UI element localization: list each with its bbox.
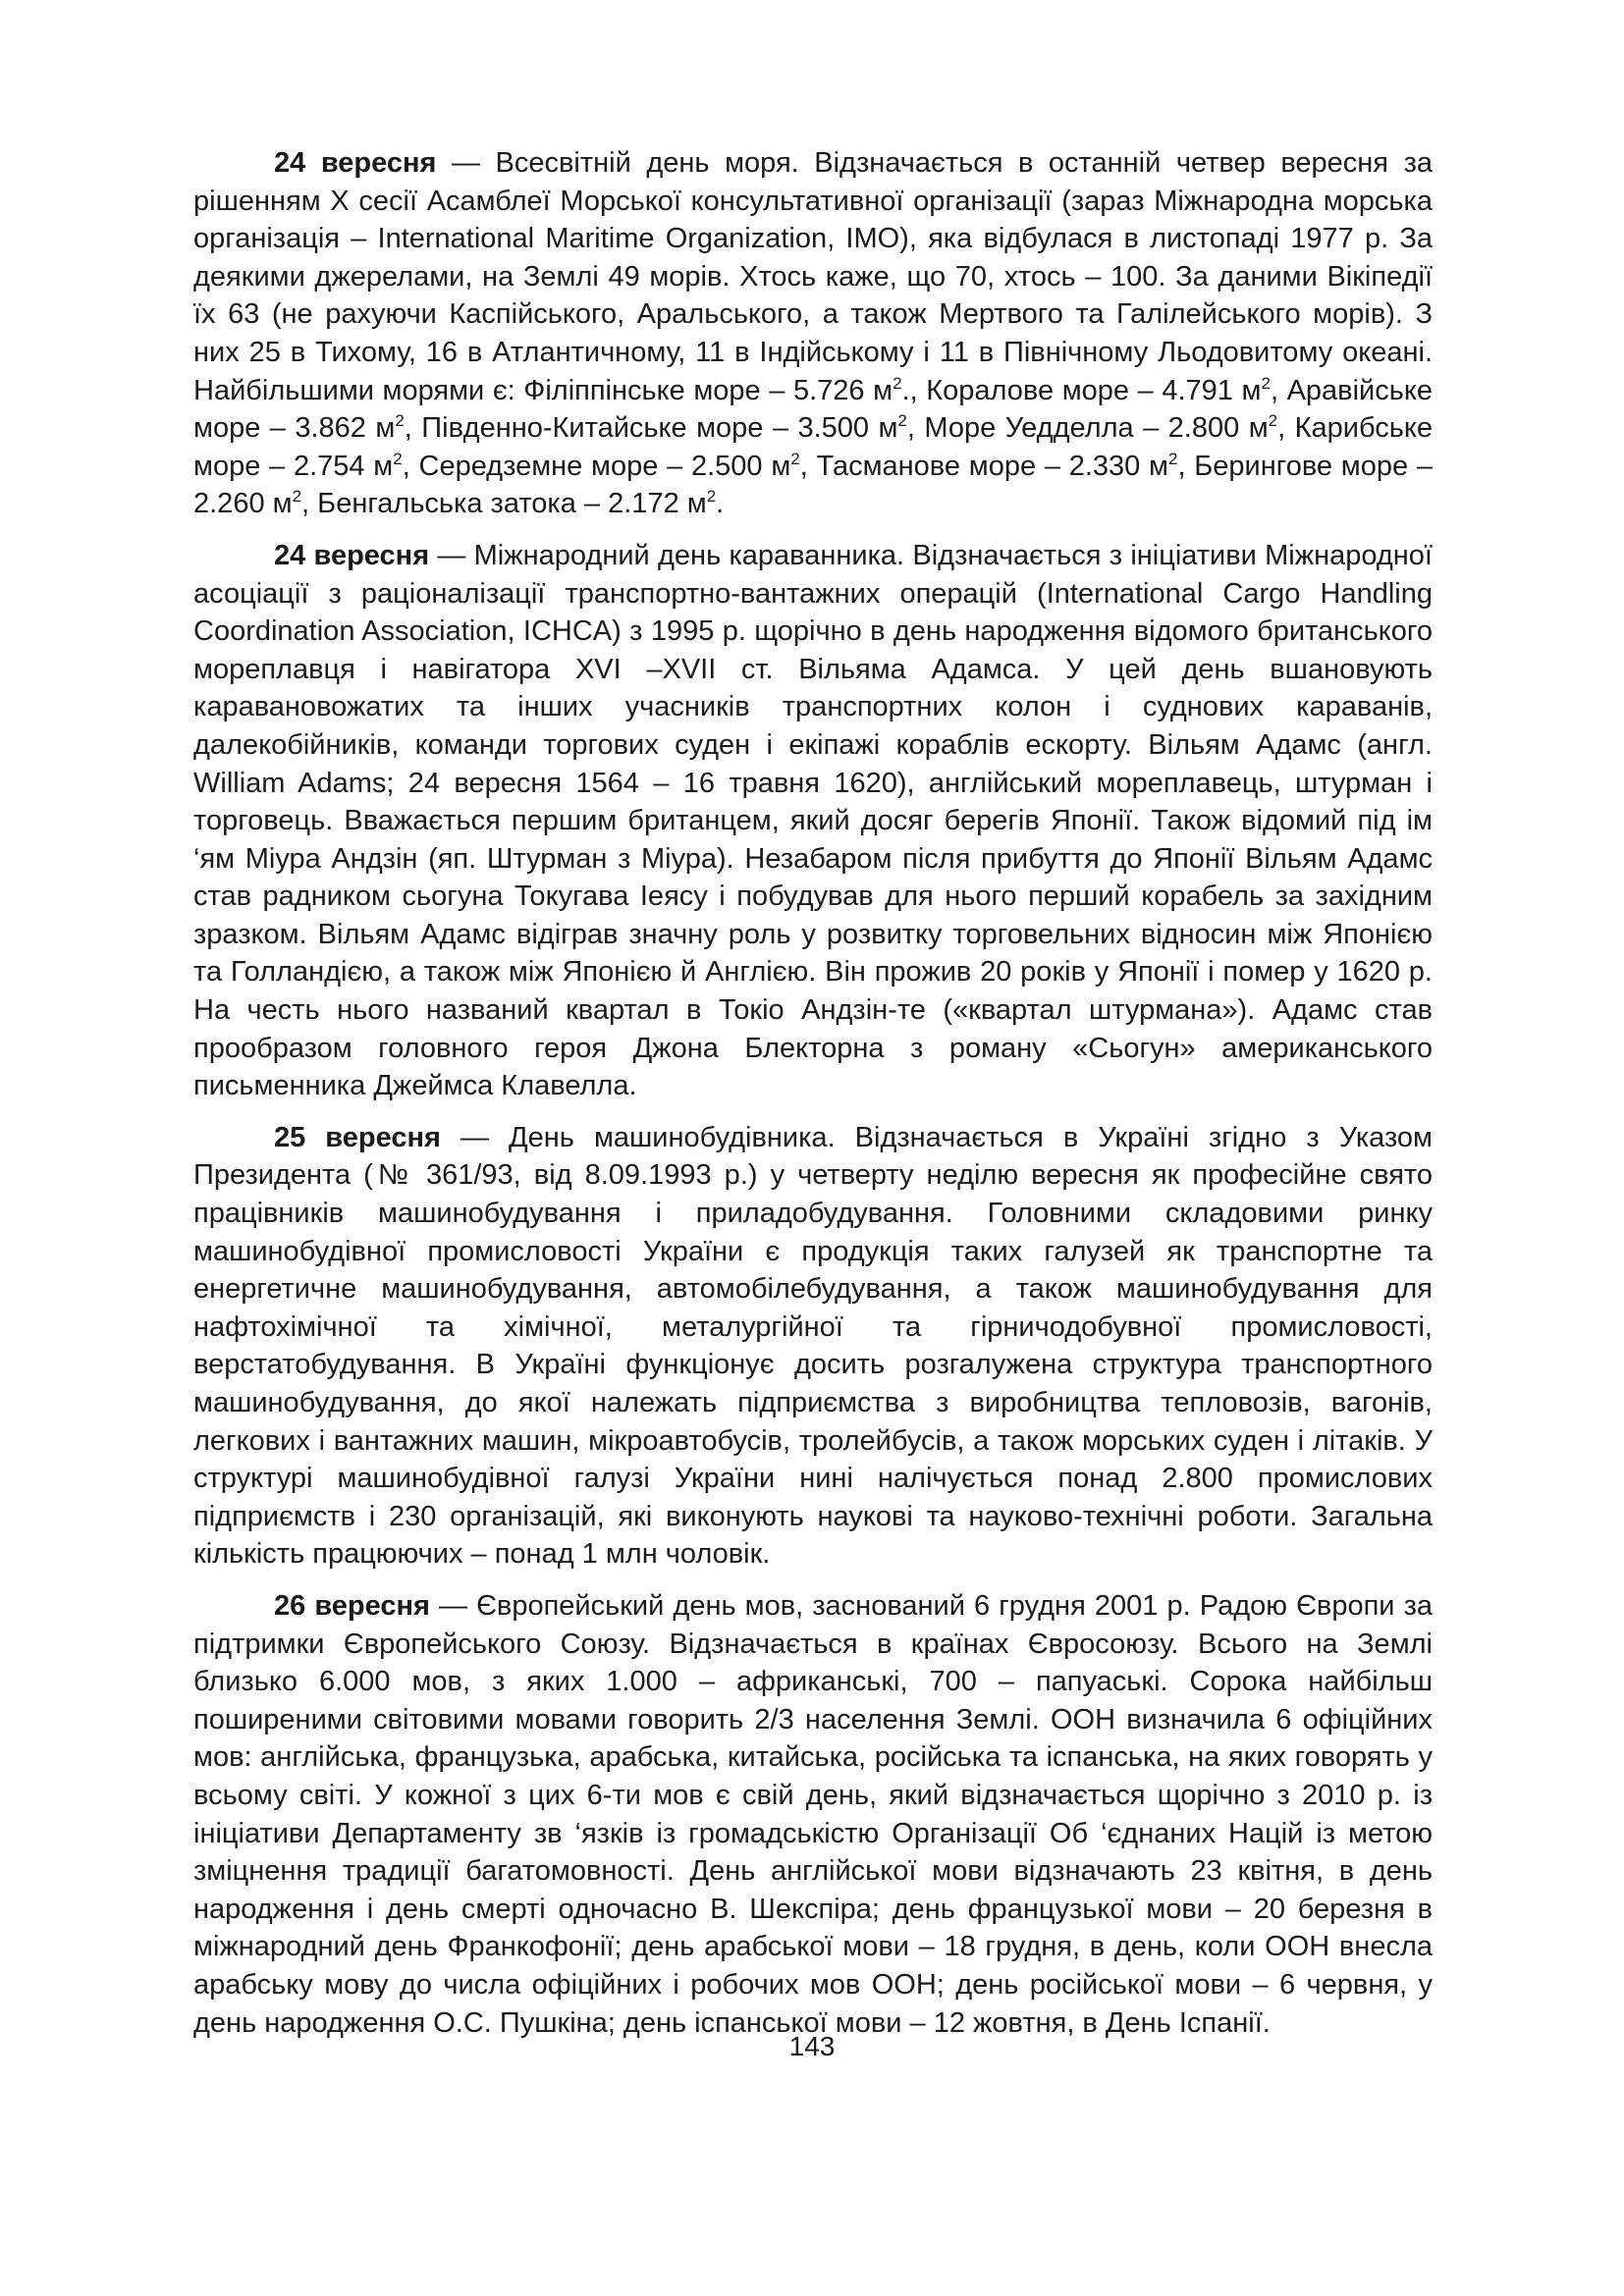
page-number: 143	[788, 2031, 836, 2061]
superscript: 2	[292, 487, 302, 507]
paragraph-text: , Бенгальська затока – 2.172 м	[301, 488, 707, 520]
date-heading: 24 вересня	[274, 539, 430, 571]
paragraph-machine-builder-day	[193, 1119, 1433, 1574]
date-heading: 26 вересня	[274, 1589, 430, 1622]
paragraph-text: , Море Уедделла – 2.800 м	[906, 412, 1269, 445]
paragraph-sea-day	[193, 144, 1433, 523]
paragraph-text: — Європейський день мов, заснований 6 грудня 2001 р. Радою Європи за підтримки Європейського Союзу. Відзначається в країнах Євросоюзу. Всього на Землі близько 6.000 мов, з яких 1.000 – африканські, 700 – папуаські. Сорока найбільш поширеними світовими мовами говорить 2/3 населення Землі. ООН визначила 6 офіційних мов: англійська, французька, арабська, китайська, російська та іспанська, на яких говорять у всьому світі. У кожної з цих 6-ти мов є свій день, який відзначається щорічно з 2010 р. із ініціативи Департаменту зв ‘язків із громадськістю Організації Об ‘єднаних Націй із метою зміцнення традиції багатомовності. День англійської мови відзначають 23 квітня, в день народження і день смерті одночасно В. Шекспіра; день французької мови – 20 березня в міжнародний день Франкофонії; день арабської мови – 18 грудня, в день, коли ООН внесла арабську мову до числа офіційних і робочих мов ООН; день російської мови – 6 червня, у день народження О.С. Пушкіна; день іспанської мови – 12 жовтня, в День Іспанії.	[193, 1589, 1433, 2039]
date-heading: 25 вересня	[274, 1121, 441, 1153]
paragraph-text: — День машинобудівника. Відзначається в Україні згідно з Указом Президента (№ 361/93, від 8.09.1993 р.) у четверту неділю вересня як професійне свято працівників машинобудування і приладобудування. Головними складовими ринку машинобудівної промисловості України є продукція таких галузей як транспортне та енергетичне машинобудування, автомобілебудування, а також машинобудування для нафтохімічної та хімічної, металургійної та гірничодобувної промисловості, верстатобудування. В Україні функціонує досить розгалужена структура транспортного машинобудування, до якої належать підприємства з виробництва тепловозів, вагонів, легкових і вантажних машин, мікроавтобусів, тролейбусів, а також морських суден і літаків. У структурі машинобудівної галузі України нині налічується понад 2.800 промислових підприємств і 230 організацій, які виконують наукові та науково-технічні роботи. Загальна кількість працюючих – понад 1 млн чоловік.	[193, 1121, 1433, 1571]
superscript: 2	[706, 487, 717, 507]
paragraph-text: , Середземне море – 2.500 м	[402, 450, 791, 482]
superscript: 2	[790, 449, 800, 468]
paragraph-languages-day	[193, 1587, 1433, 2042]
paragraph-text: , Південно-Китайське море – 3.500 м	[404, 412, 898, 445]
paragraph-text: .	[716, 488, 725, 520]
superscript: 2	[395, 411, 405, 431]
paragraph-text: , Тасманове море – 2.330 м	[799, 450, 1168, 482]
paragraph-text: , Карибське море – 2.754 м	[193, 412, 1433, 482]
superscript: 2	[1167, 449, 1178, 468]
document-body	[193, 144, 1433, 2056]
superscript: 2	[1261, 373, 1271, 393]
paragraph-caravan-day	[193, 537, 1433, 1105]
paragraph-text: , Аравійське море – 3.862 м	[193, 374, 1433, 445]
paragraph-text: ., Коралове море – 4.791 м	[901, 374, 1262, 406]
superscript: 2	[393, 449, 403, 468]
paragraph-text: — Міжнародний день караванника. Відзначається з ініціативи Міжнародної асоціації з раціоналізації транспортно-вантажних операцій (International Cargo Handling Coordination Association, ICHCA) з 1995 р. щорічно в день народження відомого британського мореплавця і навігатора XVI –XVII ст. Вільяма Адамса. У цей день вшановують каравановожатих та інших учасників транспортних колон і суднових караванів, далекобійників, команди торгових суден і екіпажі кораблів ескорту. Вільям Адамс (англ. William Adams; 24 вересня 1564 – 16 травня 1620), англійський мореплавець, штурман і торговець. Вважається першим британцем, який досяг берегів Японії. Також відомий під ім ‘ям Міура Андзін (яп. Штурман з Міура). Незабаром після прибуття до Японії Вільям Адамс став радником сьогуна Токугава Іеясу і побудував для нього перший корабель за західним зразком. Вільям Адамс відіграв значну роль у розвитку торговельних відносин між Японією та Голландією, а також між Японією й Англією. Він прожив 20 років у Японії і помер у 1620 р. На честь нього названий квартал в Токіо Андзін-те («квартал штурмана»). Адамс став прообразом головного героя Джона Блекторна з роману «Сьогун» американського письменника Джеймса Клавелла.	[193, 539, 1433, 1102]
superscript: 2	[1268, 411, 1278, 431]
paragraph-text: , Берингове море – 2.260 м	[193, 450, 1433, 520]
date-heading: 24 вересня	[274, 147, 437, 179]
superscript: 2	[897, 411, 907, 431]
paragraph-text: — Всесвітній день моря. Відзначається в останній четвер вересня за рішенням Х сесії Асамблеї Морської консультативної організації (зараз Міжнародна морська організація – International Maritime Organization, IMO), яка відбулася в листопаді 1977 р. За деякими джерелами, на Землі 49 морів. Хтось каже, що 70, хтось – 100. За даними Вікіпедії їх 63 (не рахуючи Каспійського, Аральського, а також Мертвого та Галілейського морів). З них 25 в Тихому, 16 в Атлантичному, 11 в Індійському і 11 в Північному Льодовитому океані. Найбільшими морями є: Філіппінське море – 5.726 м	[193, 147, 1433, 406]
superscript: 2	[893, 373, 902, 393]
